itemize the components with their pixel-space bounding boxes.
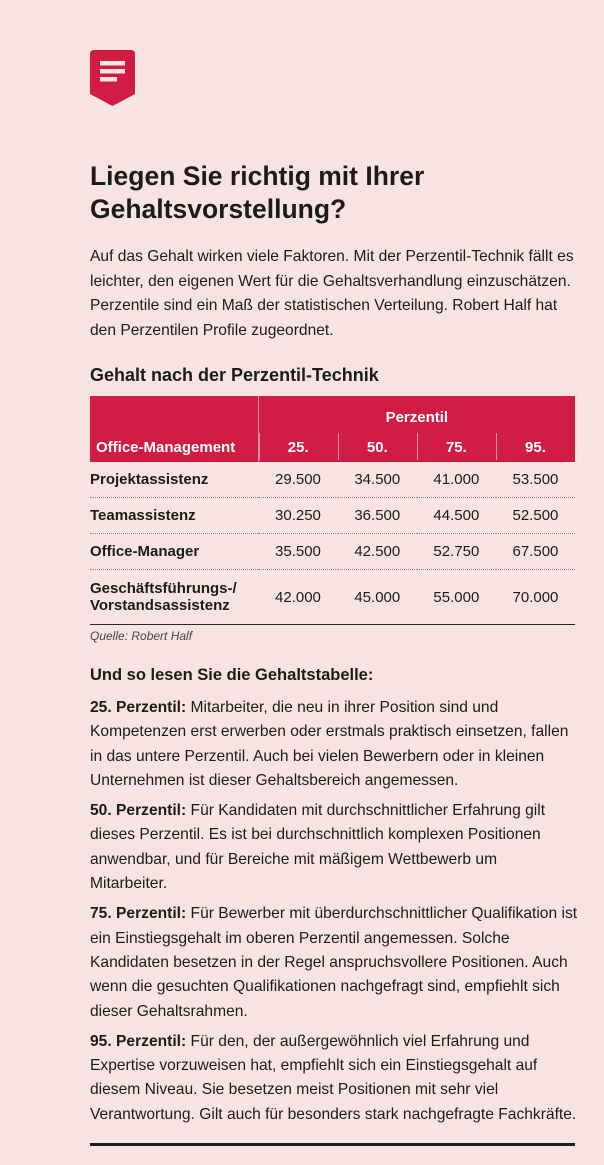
row-label: Teamassistenz <box>90 498 258 534</box>
page-title: Liegen Sie richtig mit Ihrer Gehaltsvorstellung? <box>90 161 425 224</box>
intro-paragraph: Auf das Gehalt wirken viele Faktoren. Mit der Perzentil-Technik fällt es leichter, den eigenen Wert für die Gehaltsverhandlung einzuschätzen. Perzentile sind ein Maß der statistischen Verteilung. Robert Half hat den Perzentilen Profile zugeordnet. <box>90 248 574 339</box>
cell-value: 34.500 <box>354 471 401 488</box>
cell-value: 67.500 <box>496 534 575 570</box>
column-header-75: 75. <box>417 428 496 462</box>
cell-value: 70.000 <box>496 570 575 625</box>
column-header-25: 25. <box>258 428 338 462</box>
row-label-line: Geschäftsführungs-/ <box>90 580 237 597</box>
percentile-text: Für Kandidaten mit durchschnittlicher Erfahrung gilt dieses Perzentil. Es ist bei durchschnittlich komplexen Positionen anwendbar, und für Bereiche mit mäßigem Wettbewerb um Mitarbeiter. <box>90 802 546 893</box>
table-title: Gehalt nach der Perzentil-Technik <box>90 365 379 385</box>
cell-value: 55.000 <box>417 570 496 625</box>
column-header-95: 95. <box>496 428 575 462</box>
row-label: Office-Manager <box>90 534 258 570</box>
perzentil-group-header: Perzentil <box>258 396 575 428</box>
row-label-line: Vorstandsassistenz <box>90 597 230 614</box>
percentile-explanation <box>90 696 578 793</box>
source-note: Quelle: Robert Half <box>90 629 193 643</box>
percentile-term: 25. Perzentil: <box>90 699 187 716</box>
cell-value: 42.000 <box>258 570 338 625</box>
cell-value: 45.000 <box>338 570 417 625</box>
percentile-term: 50. Perzentil: <box>90 802 187 820</box>
table-row <box>90 498 575 534</box>
bookmark-list-icon <box>90 50 135 106</box>
cell-value: 44.500 <box>417 498 496 534</box>
cell-value: 42.500 <box>338 534 417 570</box>
row-label <box>90 570 258 625</box>
percentile-term: 95. Perzentil: <box>90 1032 187 1050</box>
cell-value: 41.000 <box>433 471 480 488</box>
percentile-explanation <box>90 799 578 896</box>
percentile-text: Mitarbeiter, die neu in ihrer Position sind und Kompetenzen erst erwerben oder erstmals praktisch einsetzen, fallen in das untere Perzentil. Auch bei vielen Bewerbern oder in kleinen Unternehmen ist dieser Gehaltsbereich angemessen. <box>90 699 569 789</box>
cell-value: 52.750 <box>417 534 496 570</box>
table-row <box>90 462 575 498</box>
cell-value: 30.250 <box>258 498 338 534</box>
cell-value: 53.500 <box>512 471 559 488</box>
cell-value: 52.500 <box>496 498 575 534</box>
row-label: Projektassistenz <box>90 471 209 488</box>
percentile-text: Für Bewerber mit überdurchschnittlicher Qualifikation ist ein Einstiegsgehalt im oberen Perzentil angemessen. Solche Kandidaten besetzen in der Regel anspruchsvollere Positionen. Auch wenn die gesuchten Qualifikationen nachgefragt sind, empfiehlt sich dieser Gehaltsrahmen. <box>90 905 578 1020</box>
reading-guide <box>90 696 578 1133</box>
percentile-explanation <box>90 902 578 1023</box>
cell-value: 35.500 <box>258 534 338 570</box>
cell-value: 36.500 <box>338 498 417 534</box>
percentile-term: 75. Perzentil: <box>90 905 187 923</box>
bottom-divider <box>90 1143 575 1146</box>
table-corner-cell <box>90 396 258 428</box>
row-header-office-management: Office-Management <box>90 428 258 462</box>
percentile-text: Für den, der außergewöhnlich viel Erfahrung und Expertise vorzuweisen hat, empfiehlt sich ein Einstiegsgehalt auf diesem Niveau. Sie besetzen meist Positionen mit sehr viel Verantwortung. Gilt auch für besonders stark nachgefragte Fachkräfte. <box>90 1032 577 1123</box>
column-header-50: 50. <box>338 428 417 462</box>
table-row <box>90 570 575 625</box>
salary-table <box>90 396 575 625</box>
percentile-explanation <box>90 1030 578 1127</box>
reading-guide-title: Und so lesen Sie die Gehaltstabelle: <box>90 666 374 684</box>
table-row <box>90 534 575 570</box>
cell-value: 29.500 <box>275 471 321 488</box>
